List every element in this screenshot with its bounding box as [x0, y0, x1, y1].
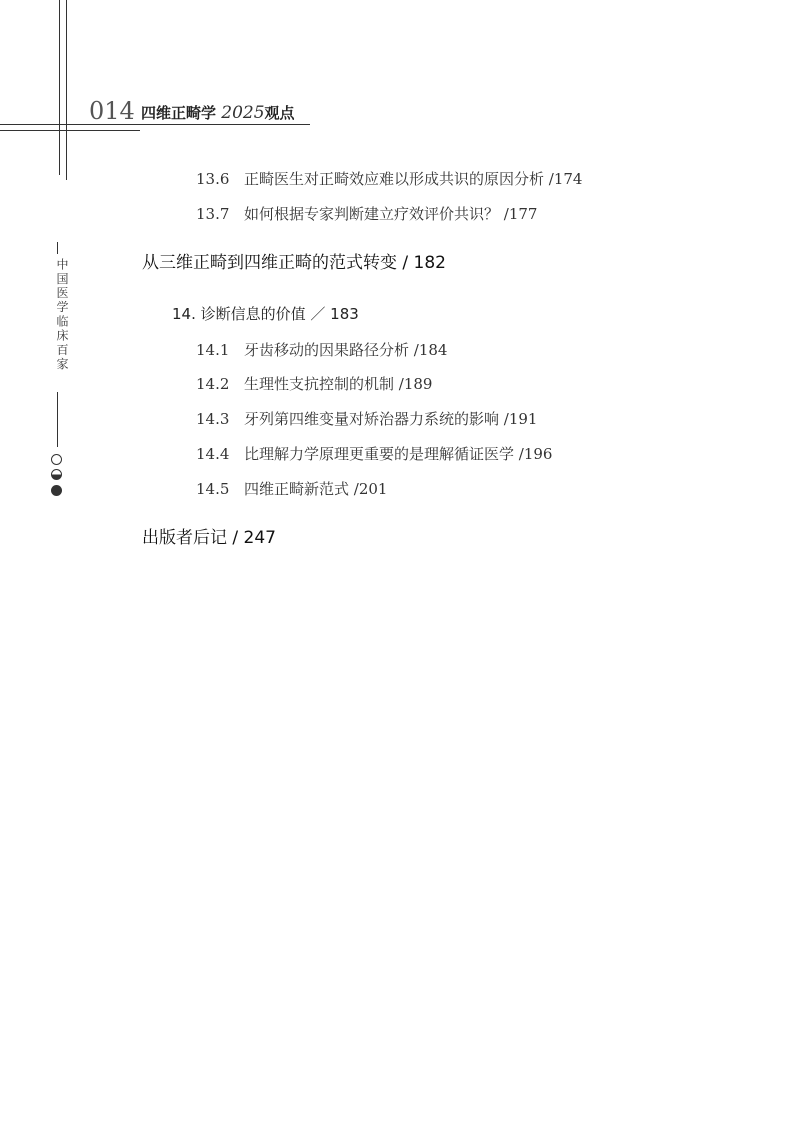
toc-entry-13-6[interactable]	[196, 168, 582, 190]
toc-entry-14-4[interactable]	[196, 443, 552, 465]
toc-entry-text: 牙列第四维变量对矫治器力系统的影响 /191	[244, 410, 538, 428]
toc-entry-text: 比理解力学原理更重要的是理解循证医学 /196	[244, 445, 553, 463]
header-vertical-line-2	[66, 0, 67, 180]
toc-entry-number: 14.3	[196, 410, 230, 428]
toc-chapter-publisher-afterword[interactable]: 出版者后记 / 247	[142, 528, 276, 548]
toc-entry-number: 14.4	[196, 445, 230, 463]
header-vertical-line-1	[59, 0, 60, 175]
toc-entry-number: 13.7	[196, 205, 230, 223]
toc-entry-14-1[interactable]	[196, 339, 447, 361]
book-title-suffix: 观点	[264, 104, 295, 122]
toc-entry-text: 正畸医生对正畸效应难以形成共识的原因分析 /174	[244, 170, 583, 188]
toc-entry-text: 牙齿移动的因果路径分析 /184	[244, 341, 448, 359]
side-line-bottom	[57, 392, 58, 447]
side-line-top	[57, 242, 58, 254]
toc-chapter-paradigm-shift[interactable]: 从三维正畸到四维正畸的范式转变 / 182	[142, 253, 446, 273]
series-label: 中国医学临床百家	[55, 258, 69, 372]
book-title	[141, 103, 295, 123]
circle-filled-icon	[51, 485, 62, 496]
header-horizontal-line-2	[0, 130, 140, 131]
toc-entry-number: 14.1	[196, 341, 230, 359]
toc-entry-number: 13.6	[196, 170, 230, 188]
toc-entry-14-3[interactable]	[196, 408, 537, 430]
toc-entry-text: 四维正畸新范式 /201	[244, 480, 388, 498]
toc-entry-13-7[interactable]	[196, 203, 537, 225]
toc-entry-text: 生理性支抗控制的机制 /189	[244, 375, 433, 393]
header-horizontal-line-1	[0, 124, 310, 125]
toc-entry-14-2[interactable]	[196, 373, 432, 395]
toc-entry-number: 14.5	[196, 480, 230, 498]
toc-entry-text: 如何根据专家判断建立疗效评价共识？ /177	[244, 205, 538, 223]
toc-entry-number: 14.2	[196, 375, 230, 393]
page-number: 014	[89, 97, 135, 125]
toc-section-14[interactable]: 14. 诊断信息的价值 ／ 183	[172, 305, 359, 323]
book-year: 2025	[221, 103, 265, 123]
circle-empty-icon	[51, 454, 62, 465]
toc-entry-14-5[interactable]	[196, 478, 387, 500]
circle-half-icon	[51, 469, 62, 480]
book-title-text: 四维正畸学	[141, 104, 217, 122]
